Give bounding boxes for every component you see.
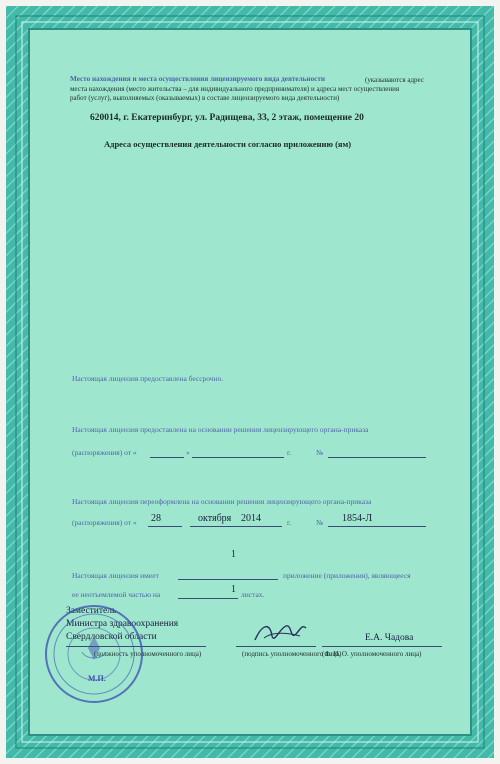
granted-line1: Настоящая лицензия предоставлена на основании решения лицензирующего органа-приказа bbox=[72, 425, 369, 434]
reissued-year-suffix: г. bbox=[287, 518, 292, 527]
validity-text: Настоящая лицензия предоставлена бессрочно. bbox=[72, 374, 224, 383]
signatory-line3: Свердловской области bbox=[66, 632, 157, 642]
caption-position: (должность уполномоченного лица) bbox=[94, 650, 202, 658]
reissued-year: 2014 bbox=[241, 513, 261, 524]
header-note: (указываются адрес bbox=[365, 76, 424, 84]
appendix-sheets: 1 bbox=[231, 584, 236, 595]
reissued-number-sign: № bbox=[316, 518, 324, 527]
reissued-date-line bbox=[190, 526, 282, 527]
signature-image bbox=[250, 618, 310, 648]
reissued-day: 28 bbox=[151, 513, 161, 524]
granted-number-line bbox=[328, 457, 426, 458]
appendix-line1-suffix: приложение (приложения), являющееся bbox=[283, 571, 411, 580]
address: 620014, г. Екатеринбург, ул. Радищева, 33, 2 этаж, помещение 20 bbox=[90, 113, 364, 123]
header-note-line2: места нахождения (место жительства – для индивидуального предпринимателя) и адреса мест осуществления bbox=[70, 85, 400, 93]
appendix-count-line bbox=[178, 579, 278, 580]
appendix-line2-prefix: ее неотъемлемой частью на bbox=[72, 590, 161, 599]
granted-number-sign: № bbox=[316, 448, 324, 457]
appendix-sheets-line bbox=[178, 598, 238, 599]
signatory-line2: Министра здравоохранения bbox=[66, 619, 179, 629]
reissued-line2-prefix: (распоряжения) от « bbox=[72, 518, 137, 527]
reissued-number: 1854-Л bbox=[342, 513, 373, 524]
reissued-month: октября bbox=[198, 513, 232, 524]
reissued-day-line bbox=[148, 526, 182, 527]
caption-signature: (подпись уполномоченного лица) bbox=[242, 650, 342, 658]
official-stamp bbox=[42, 602, 146, 706]
caption-name: (Ф. И. О. уполномоченного лица) bbox=[322, 650, 422, 658]
reissued-number-line bbox=[328, 526, 426, 527]
signature-line bbox=[236, 646, 316, 647]
appendix-count: 1 bbox=[231, 549, 236, 560]
stamp-text: М.П. bbox=[88, 674, 106, 683]
reissued-line1: Настоящая лицензия переоформлена на основании решения лицензирующего органа-приказа bbox=[72, 497, 372, 506]
signatory-line1: Заместитель bbox=[66, 606, 117, 616]
header-note-line3: работ (услуг), выполняемых (оказываемых) в составе лицензируемого вида деятельности) bbox=[70, 94, 340, 102]
name-line bbox=[322, 646, 442, 647]
appendix-line2-suffix: листах. bbox=[241, 590, 265, 599]
granted-day-line bbox=[150, 457, 184, 458]
granted-line2-prefix: (распоряжения) от « bbox=[72, 448, 137, 457]
address-note: Адреса осуществления деятельности согласно приложению (ям) bbox=[104, 139, 352, 149]
granted-year-suffix: г. bbox=[287, 448, 292, 457]
signatory-name: Е.А. Чадова bbox=[365, 633, 414, 643]
granted-month-line bbox=[192, 457, 284, 458]
header-title: Место нахождения и места осуществления лицензируемого вида деятельности bbox=[70, 75, 326, 83]
granted-quote: » bbox=[186, 448, 190, 457]
appendix-line1-prefix: Настоящая лицензия имеет bbox=[72, 571, 159, 580]
